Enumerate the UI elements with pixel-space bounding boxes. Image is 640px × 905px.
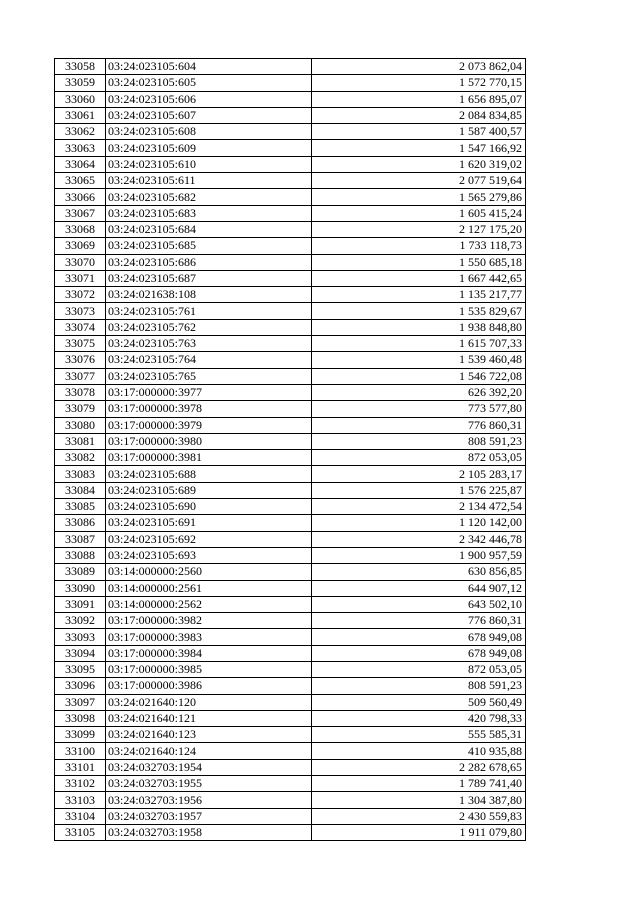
value-cell: 1 911 079,80 bbox=[312, 824, 526, 840]
row-number-cell: 33104 bbox=[55, 808, 106, 824]
table-row bbox=[55, 450, 526, 466]
value-cell: 509 560,49 bbox=[312, 694, 526, 710]
row-number-cell: 33105 bbox=[55, 824, 106, 840]
value-cell: 776 860,31 bbox=[312, 417, 526, 433]
value-cell: 2 282 678,65 bbox=[312, 759, 526, 775]
table-row bbox=[55, 547, 526, 563]
cadastral-number-cell: 03:24:021640:121 bbox=[106, 710, 312, 726]
row-number-cell: 33059 bbox=[55, 75, 106, 91]
table-row bbox=[55, 678, 526, 694]
cadastral-number-cell: 03:17:000000:3983 bbox=[106, 629, 312, 645]
row-number-cell: 33067 bbox=[55, 205, 106, 221]
table-row bbox=[55, 319, 526, 335]
row-number-cell: 33080 bbox=[55, 417, 106, 433]
value-cell: 1 615 707,33 bbox=[312, 336, 526, 352]
table-row bbox=[55, 91, 526, 107]
cadastral-number-cell: 03:24:023105:691 bbox=[106, 515, 312, 531]
row-number-cell: 33064 bbox=[55, 156, 106, 172]
table-row bbox=[55, 531, 526, 547]
cadastral-number-cell: 03:24:023105:686 bbox=[106, 254, 312, 270]
value-cell: 626 392,20 bbox=[312, 384, 526, 400]
cadastral-number-cell: 03:17:000000:3978 bbox=[106, 401, 312, 417]
cadastral-number-cell: 03:24:021638:108 bbox=[106, 287, 312, 303]
value-cell: 1 733 118,73 bbox=[312, 238, 526, 254]
table-row bbox=[55, 596, 526, 612]
value-cell: 773 577,80 bbox=[312, 401, 526, 417]
value-cell: 2 084 834,85 bbox=[312, 107, 526, 123]
row-number-cell: 33062 bbox=[55, 124, 106, 140]
cadastral-number-cell: 03:24:032703:1957 bbox=[106, 808, 312, 824]
row-number-cell: 33068 bbox=[55, 221, 106, 237]
value-cell: 1 539 460,48 bbox=[312, 352, 526, 368]
value-cell: 2 134 472,54 bbox=[312, 499, 526, 515]
row-number-cell: 33089 bbox=[55, 564, 106, 580]
row-number-cell: 33065 bbox=[55, 173, 106, 189]
row-number-cell: 33083 bbox=[55, 466, 106, 482]
table-row bbox=[55, 384, 526, 400]
row-number-cell: 33101 bbox=[55, 759, 106, 775]
table-row bbox=[55, 613, 526, 629]
table-row bbox=[55, 124, 526, 140]
value-cell: 1 565 279,86 bbox=[312, 189, 526, 205]
row-number-cell: 33058 bbox=[55, 59, 106, 75]
value-cell: 678 949,08 bbox=[312, 629, 526, 645]
value-cell: 1 938 848,80 bbox=[312, 319, 526, 335]
cadastral-number-cell: 03:24:023105:765 bbox=[106, 368, 312, 384]
table-row bbox=[55, 727, 526, 743]
cadastral-number-cell: 03:24:023105:608 bbox=[106, 124, 312, 140]
row-number-cell: 33086 bbox=[55, 515, 106, 531]
cadastral-number-cell: 03:17:000000:3982 bbox=[106, 613, 312, 629]
row-number-cell: 33096 bbox=[55, 678, 106, 694]
row-number-cell: 33079 bbox=[55, 401, 106, 417]
table-row bbox=[55, 352, 526, 368]
cadastral-number-cell: 03:24:032703:1956 bbox=[106, 792, 312, 808]
table-row bbox=[55, 205, 526, 221]
value-cell: 630 856,85 bbox=[312, 564, 526, 580]
table-row bbox=[55, 466, 526, 482]
value-cell: 1 550 685,18 bbox=[312, 254, 526, 270]
row-number-cell: 33095 bbox=[55, 661, 106, 677]
cadastral-number-cell: 03:24:023105:605 bbox=[106, 75, 312, 91]
value-cell: 2 430 559,83 bbox=[312, 808, 526, 824]
value-cell: 2 073 862,04 bbox=[312, 59, 526, 75]
row-number-cell: 33075 bbox=[55, 336, 106, 352]
value-cell: 1 576 225,87 bbox=[312, 482, 526, 498]
row-number-cell: 33091 bbox=[55, 596, 106, 612]
table-row bbox=[55, 107, 526, 123]
row-number-cell: 33060 bbox=[55, 91, 106, 107]
cadastral-number-cell: 03:24:023105:693 bbox=[106, 547, 312, 563]
value-cell: 1 620 319,02 bbox=[312, 156, 526, 172]
value-cell: 555 585,31 bbox=[312, 727, 526, 743]
cadastral-number-cell: 03:17:000000:3984 bbox=[106, 645, 312, 661]
row-number-cell: 33102 bbox=[55, 776, 106, 792]
table-row bbox=[55, 140, 526, 156]
cadastral-number-cell: 03:17:000000:3977 bbox=[106, 384, 312, 400]
value-cell: 2 342 446,78 bbox=[312, 531, 526, 547]
table-row bbox=[55, 482, 526, 498]
cadastral-number-cell: 03:24:023105:761 bbox=[106, 303, 312, 319]
table-row bbox=[55, 156, 526, 172]
value-cell: 1 667 442,65 bbox=[312, 270, 526, 286]
cadastral-number-cell: 03:24:021640:123 bbox=[106, 727, 312, 743]
value-cell: 872 053,05 bbox=[312, 450, 526, 466]
value-cell: 2 127 175,20 bbox=[312, 221, 526, 237]
row-number-cell: 33074 bbox=[55, 319, 106, 335]
row-number-cell: 33061 bbox=[55, 107, 106, 123]
cadastral-number-cell: 03:24:023105:764 bbox=[106, 352, 312, 368]
cadastral-number-cell: 03:24:023105:685 bbox=[106, 238, 312, 254]
cadastral-number-cell: 03:24:032703:1954 bbox=[106, 759, 312, 775]
cadastral-number-cell: 03:24:023105:763 bbox=[106, 336, 312, 352]
cadastral-number-cell: 03:14:000000:2561 bbox=[106, 580, 312, 596]
table-row bbox=[55, 792, 526, 808]
cadastral-number-cell: 03:24:023105:688 bbox=[106, 466, 312, 482]
value-cell: 1 900 957,59 bbox=[312, 547, 526, 563]
value-cell: 872 053,05 bbox=[312, 661, 526, 677]
row-number-cell: 33085 bbox=[55, 499, 106, 515]
value-cell: 1 605 415,24 bbox=[312, 205, 526, 221]
table-row bbox=[55, 776, 526, 792]
cadastral-number-cell: 03:24:023105:604 bbox=[106, 59, 312, 75]
table-row bbox=[55, 710, 526, 726]
value-cell: 1 535 829,67 bbox=[312, 303, 526, 319]
table-row bbox=[55, 433, 526, 449]
table-row bbox=[55, 808, 526, 824]
table-row bbox=[55, 417, 526, 433]
value-cell: 2 077 519,64 bbox=[312, 173, 526, 189]
table-row bbox=[55, 270, 526, 286]
table-row bbox=[55, 59, 526, 75]
row-number-cell: 33078 bbox=[55, 384, 106, 400]
value-cell: 808 591,23 bbox=[312, 678, 526, 694]
value-cell: 1 656 895,07 bbox=[312, 91, 526, 107]
cadastral-number-cell: 03:17:000000:3985 bbox=[106, 661, 312, 677]
row-number-cell: 33063 bbox=[55, 140, 106, 156]
table-row bbox=[55, 238, 526, 254]
row-number-cell: 33073 bbox=[55, 303, 106, 319]
cadastral-number-cell: 03:24:023105:762 bbox=[106, 319, 312, 335]
cadastral-number-cell: 03:24:032703:1955 bbox=[106, 776, 312, 792]
value-cell: 643 502,10 bbox=[312, 596, 526, 612]
cadastral-number-cell: 03:24:032703:1958 bbox=[106, 824, 312, 840]
row-number-cell: 33093 bbox=[55, 629, 106, 645]
table-row bbox=[55, 759, 526, 775]
row-number-cell: 33070 bbox=[55, 254, 106, 270]
cadastral-number-cell: 03:24:023105:689 bbox=[106, 482, 312, 498]
value-cell: 410 935,88 bbox=[312, 743, 526, 759]
table-row bbox=[55, 629, 526, 645]
value-cell: 1 572 770,15 bbox=[312, 75, 526, 91]
table-row bbox=[55, 254, 526, 270]
table-row bbox=[55, 694, 526, 710]
value-cell: 1 304 387,80 bbox=[312, 792, 526, 808]
value-cell: 1 135 217,77 bbox=[312, 287, 526, 303]
table-row bbox=[55, 645, 526, 661]
table-row bbox=[55, 661, 526, 677]
value-cell: 644 907,12 bbox=[312, 580, 526, 596]
row-number-cell: 33088 bbox=[55, 547, 106, 563]
row-number-cell: 33097 bbox=[55, 694, 106, 710]
table-row bbox=[55, 401, 526, 417]
cadastral-number-cell: 03:24:023105:692 bbox=[106, 531, 312, 547]
row-number-cell: 33094 bbox=[55, 645, 106, 661]
table-row bbox=[55, 564, 526, 580]
cadastral-number-cell: 03:24:021640:124 bbox=[106, 743, 312, 759]
row-number-cell: 33092 bbox=[55, 613, 106, 629]
value-cell: 808 591,23 bbox=[312, 433, 526, 449]
table-row bbox=[55, 173, 526, 189]
table-row bbox=[55, 221, 526, 237]
cadastral-number-cell: 03:24:023105:606 bbox=[106, 91, 312, 107]
cadastral-number-cell: 03:24:023105:687 bbox=[106, 270, 312, 286]
row-number-cell: 33087 bbox=[55, 531, 106, 547]
table-row bbox=[55, 189, 526, 205]
table-row bbox=[55, 336, 526, 352]
row-number-cell: 33072 bbox=[55, 287, 106, 303]
cadastral-number-cell: 03:24:023105:690 bbox=[106, 499, 312, 515]
row-number-cell: 33099 bbox=[55, 727, 106, 743]
table-row bbox=[55, 515, 526, 531]
value-cell: 1 120 142,00 bbox=[312, 515, 526, 531]
table-row bbox=[55, 824, 526, 840]
table-row bbox=[55, 499, 526, 515]
table-row bbox=[55, 75, 526, 91]
row-number-cell: 33100 bbox=[55, 743, 106, 759]
cadastral-number-cell: 03:24:023105:607 bbox=[106, 107, 312, 123]
row-number-cell: 33069 bbox=[55, 238, 106, 254]
row-number-cell: 33082 bbox=[55, 450, 106, 466]
value-cell: 1 547 166,92 bbox=[312, 140, 526, 156]
row-number-cell: 33076 bbox=[55, 352, 106, 368]
cadastral-value-table bbox=[54, 58, 526, 841]
table-row bbox=[55, 287, 526, 303]
value-cell: 678 949,08 bbox=[312, 645, 526, 661]
cadastral-number-cell: 03:17:000000:3986 bbox=[106, 678, 312, 694]
value-cell: 420 798,33 bbox=[312, 710, 526, 726]
row-number-cell: 33077 bbox=[55, 368, 106, 384]
cadastral-number-cell: 03:17:000000:3979 bbox=[106, 417, 312, 433]
row-number-cell: 33098 bbox=[55, 710, 106, 726]
table-row bbox=[55, 580, 526, 596]
table-row bbox=[55, 368, 526, 384]
table-row bbox=[55, 303, 526, 319]
value-cell: 1 789 741,40 bbox=[312, 776, 526, 792]
table-body bbox=[55, 59, 526, 841]
row-number-cell: 33103 bbox=[55, 792, 106, 808]
cadastral-number-cell: 03:24:023105:684 bbox=[106, 221, 312, 237]
value-cell: 1 546 722,08 bbox=[312, 368, 526, 384]
table-row bbox=[55, 743, 526, 759]
cadastral-number-cell: 03:17:000000:3980 bbox=[106, 433, 312, 449]
value-cell: 2 105 283,17 bbox=[312, 466, 526, 482]
value-cell: 1 587 400,57 bbox=[312, 124, 526, 140]
value-cell: 776 860,31 bbox=[312, 613, 526, 629]
cadastral-number-cell: 03:24:023105:610 bbox=[106, 156, 312, 172]
cadastral-number-cell: 03:24:023105:682 bbox=[106, 189, 312, 205]
row-number-cell: 33084 bbox=[55, 482, 106, 498]
cadastral-number-cell: 03:24:023105:683 bbox=[106, 205, 312, 221]
cadastral-number-cell: 03:14:000000:2560 bbox=[106, 564, 312, 580]
cadastral-number-cell: 03:24:023105:609 bbox=[106, 140, 312, 156]
row-number-cell: 33081 bbox=[55, 433, 106, 449]
cadastral-number-cell: 03:14:000000:2562 bbox=[106, 596, 312, 612]
row-number-cell: 33071 bbox=[55, 270, 106, 286]
cadastral-number-cell: 03:24:021640:120 bbox=[106, 694, 312, 710]
cadastral-number-cell: 03:24:023105:611 bbox=[106, 173, 312, 189]
cadastral-number-cell: 03:17:000000:3981 bbox=[106, 450, 312, 466]
row-number-cell: 33090 bbox=[55, 580, 106, 596]
row-number-cell: 33066 bbox=[55, 189, 106, 205]
